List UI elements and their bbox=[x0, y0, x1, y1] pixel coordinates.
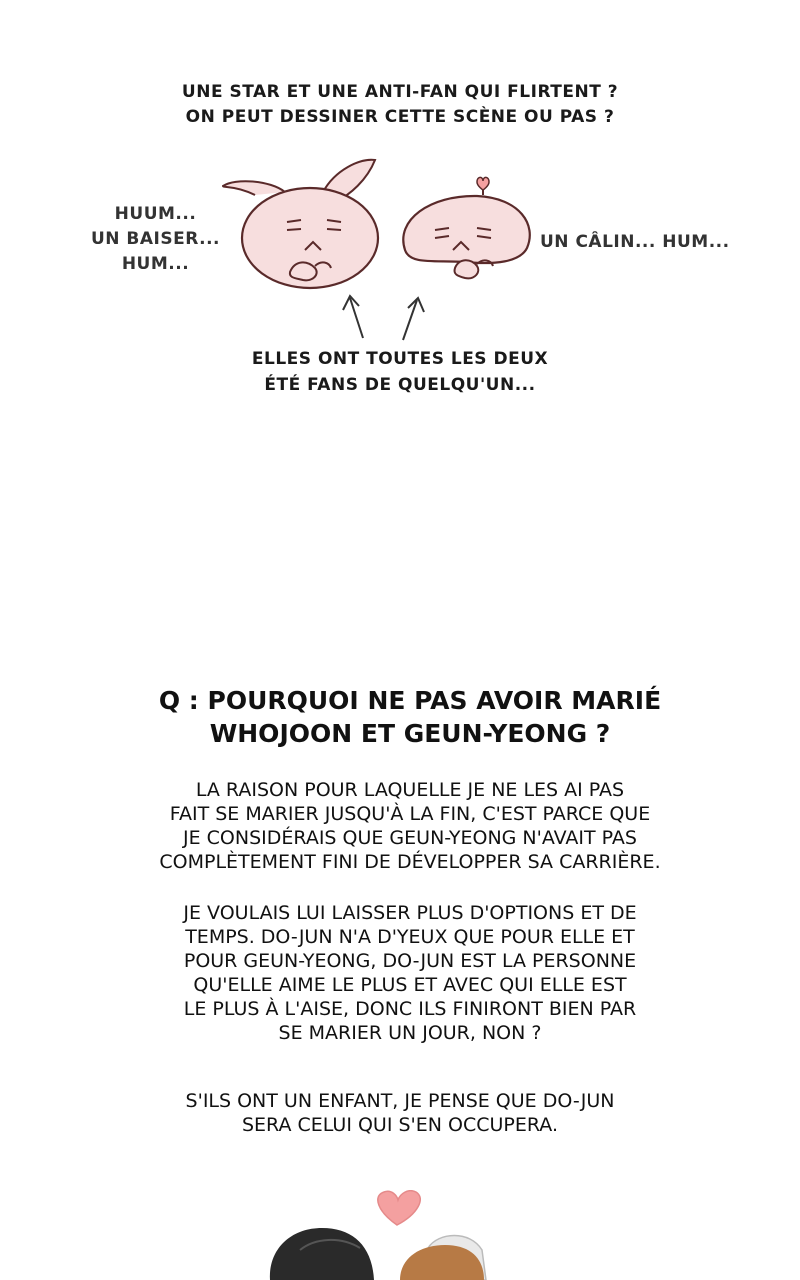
answer-line: LE PLUS À L'AISE, DONC ILS FINIRONT BIEN PAR bbox=[183, 998, 637, 1020]
bottom-caption bbox=[0, 346, 800, 398]
answer-line: SE MARIER UN JOUR, NON ? bbox=[278, 1022, 542, 1044]
answer-line: JE VOULAIS LUI LAISSER PLUS D'OPTIONS ET DE bbox=[183, 902, 637, 924]
answer-paragraph-1 bbox=[0, 778, 800, 874]
answer-line: SERA CELUI QUI S'EN OCCUPERA. bbox=[241, 1114, 559, 1136]
left-arrow bbox=[343, 296, 363, 338]
heart-icon bbox=[378, 1191, 420, 1225]
answer-paragraph-3 bbox=[0, 1089, 800, 1137]
qa-question-line-2: WHOJOON ET GEUN-YEONG ? bbox=[209, 719, 611, 748]
right-thought-text: UN CÂLIN... HUM... bbox=[540, 232, 730, 252]
left-thought-text bbox=[88, 202, 223, 277]
answer-line: LA RAISON POUR LAQUELLE JE NE LES AI PAS bbox=[195, 779, 625, 801]
qa-question bbox=[0, 684, 800, 750]
top-caption bbox=[0, 80, 800, 130]
top-caption-line-2: ON PEUT DESSINER CETTE SCÈNE OU PAS ? bbox=[185, 107, 615, 127]
groom-hair bbox=[270, 1228, 374, 1280]
left-thought-line-2: UN BAISER... bbox=[90, 229, 221, 249]
round-character bbox=[403, 177, 529, 278]
answer-line: S'ILS ONT UN ENFANT, JE PENSE QUE DO-JUN bbox=[185, 1090, 615, 1112]
couple-illustration bbox=[260, 1190, 540, 1280]
answer-paragraph-2 bbox=[0, 901, 800, 1045]
answer-line: FAIT SE MARIER JUSQU'À LA FIN, C'EST PARCE QUE bbox=[169, 803, 651, 825]
answer-line: JE CONSIDÉRAIS QUE GEUN-YEONG N'AVAIT PAS bbox=[183, 827, 637, 849]
bottom-caption-line-1: ELLES ONT TOUTES LES DEUX bbox=[251, 349, 549, 369]
answer-line: QU'ELLE AIME LE PLUS ET AVEC QUI ELLE EST bbox=[193, 974, 627, 996]
left-thought-line-3: HUM... bbox=[121, 254, 190, 274]
left-thought-line-1: HUUM... bbox=[114, 204, 197, 224]
answer-line: POUR GEUN-YEONG, DO-JUN EST LA PERSONNE bbox=[183, 950, 637, 972]
top-caption-line-1: UNE STAR ET UNE ANTI-FAN QUI FLIRTENT ? bbox=[181, 82, 619, 102]
qa-question-line-1: Q : POURQUOI NE PAS AVOIR MARIÉ bbox=[158, 686, 662, 715]
answer-line: TEMPS. DO-JUN N'A D'YEUX QUE POUR ELLE ET bbox=[185, 926, 635, 948]
two-characters-doodle bbox=[215, 150, 555, 350]
bottom-caption-line-2: ÉTÉ FANS DE QUELQU'UN... bbox=[264, 375, 536, 395]
rabbit-character bbox=[223, 160, 378, 288]
right-arrow bbox=[403, 298, 424, 340]
answer-line: COMPLÈTEMENT FINI DE DÉVELOPPER SA CARRIÈRE. bbox=[159, 851, 661, 873]
